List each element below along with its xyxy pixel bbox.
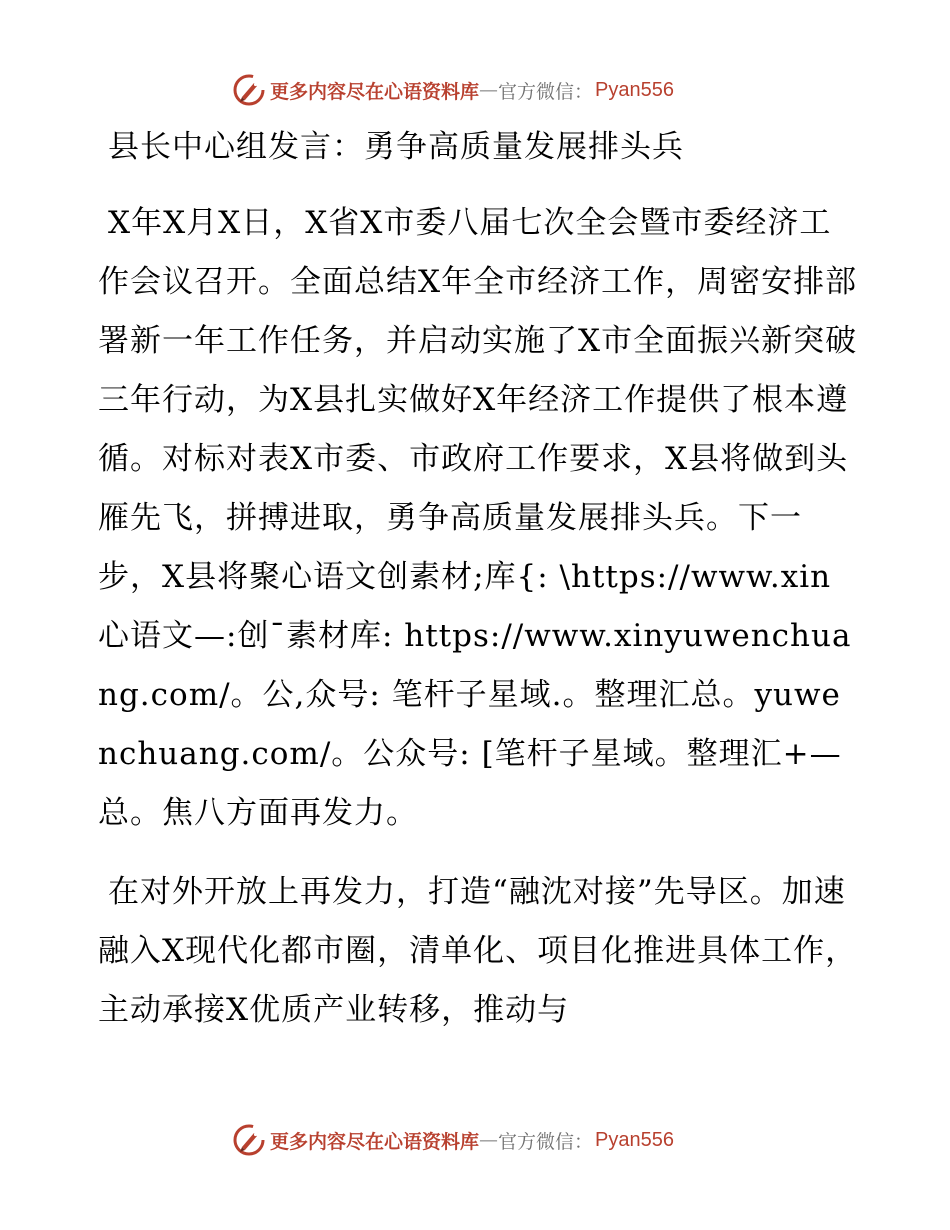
footer-banner [232,1122,674,1158]
banner-text: 更多内容尽在心语资料库 [270,1130,480,1153]
banner-handle: Pyan556 [595,78,674,101]
banner-handle: Pyan556 [595,1128,674,1151]
paragraph-2: 在对外开放上再发力，打造“融沈对接”先导区。加速融入X现代化都市圈，清单化、项目化推进具体工作，主动承接X优质产业转移，推动与 [98,874,858,1028]
header-banner [232,72,674,108]
pen-logo-icon [232,73,266,107]
banner-text: 更多内容尽在心语资料库 [270,80,480,103]
banner-subtext: 官方微信： [498,80,594,103]
banner-dash: — [479,1129,499,1151]
document-body [98,118,858,1040]
document-title: 县长中心组发言：勇争高质量发展排头兵 [108,129,684,165]
pen-logo-icon [232,1123,266,1157]
paragraph-1: X年X月X日，X省X市委八届七次全会暨市委经济工作会议召开。全面总结X年全市经济工作，周密安排部署新一年工作任务，并启动实施了X市全面振兴新突破三年行动，为X县扎实做好X年经济工作提供了根本遵循。对标对表X市委、市政府工作要求，X县将做到头雁先飞，拼搏进取，勇争高质量发展排头兵。下一步，X县将聚心语文创素材;库{: \https://www.xin心语文—:创¯素材库: https://www.xinyuwenchuang.com/。公,众号: 笔杆子星域.。整理汇总。yuwenchuang.com/。公众号: [笔杆子星域。整理汇+—总。焦八方面再发力。 [98,205,858,831]
banner-subtext: 官方微信： [498,1130,594,1153]
banner-dash: — [479,79,499,101]
